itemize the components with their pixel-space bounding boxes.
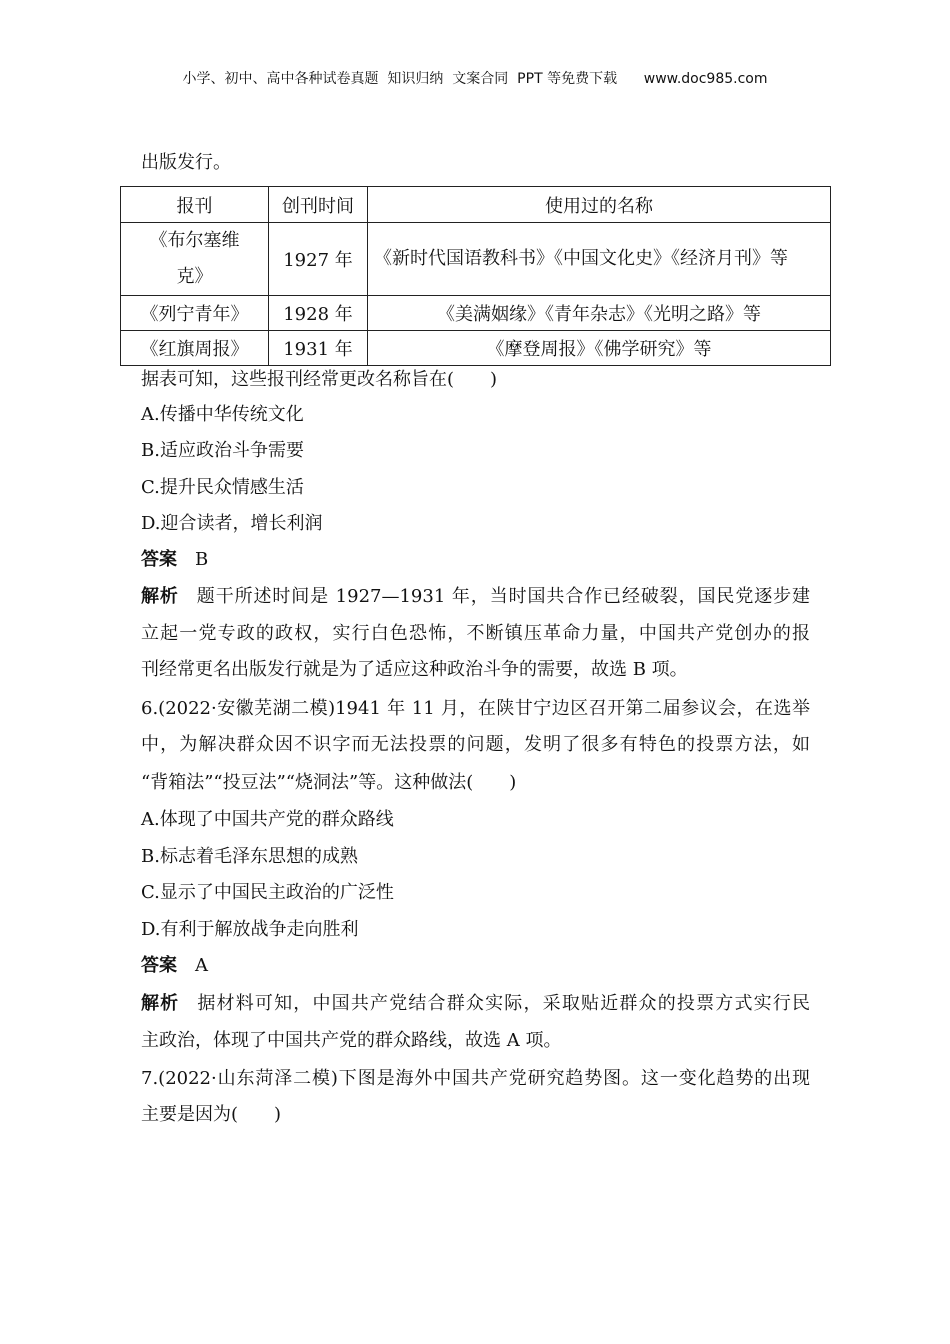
question-6-analysis-line [141, 992, 810, 1016]
question-6-stem-line: “背箱法”“投豆法”“烧洞法”等。这种做法( ) [141, 772, 517, 793]
previous-text-tail: 出版发行。 [141, 152, 231, 173]
question-6-option-c: C.显示了中国民主政治的广泛性 [141, 882, 394, 903]
answer-value: B [195, 549, 209, 570]
table-cell: 《新时代国语教科书》《中国文化史》《经济月刊》等 [368, 223, 831, 296]
question-7-stem-line: 7.(2022·山东菏泽二模)下图是海外中国共产党研究趋势图。这一变化趋势的出现 [141, 1068, 810, 1089]
analysis-text: 据材料可知，中国共产党结合群众实际，采取贴近群众的投票方式实行民 [197, 993, 811, 1014]
table-header: 报刊 [121, 187, 269, 223]
question-5-analysis-line [141, 585, 810, 609]
question-6-stem-line: 中，为解决群众因不识字而无法投票的问题，发明了很多有特色的投票方法，如 [141, 734, 810, 755]
table-cell: 《红旗周报》 [121, 331, 269, 366]
table-cell: 《美满姻缘》《青年杂志》《光明之路》等 [368, 296, 831, 331]
question-5-option-a: A.传播中华传统文化 [141, 404, 304, 425]
table-row [121, 331, 831, 366]
question-5-option-b: B.适应政治斗争需要 [141, 440, 304, 461]
question-6-option-b: B.标志着毛泽东思想的成熟 [141, 846, 358, 867]
page-header-banner: 小学、初中、高中各种试卷真题 知识归纳 文案合同 PPT 等免费下载 www.doc985.com [182, 71, 768, 87]
question-6-option-a: A.体现了中国共产党的群众路线 [141, 809, 394, 830]
question-6-option-d: D.有利于解放战争走向胜利 [141, 919, 359, 940]
newspaper-table [120, 186, 831, 366]
answer-value: A [195, 955, 208, 976]
table-header: 使用过的名称 [368, 187, 831, 223]
question-5-option-c: C.提升民众情感生活 [141, 477, 304, 498]
answer-label: 答案 [141, 549, 177, 570]
question-5-answer [141, 548, 810, 572]
question-6-stem-line: 6.(2022·安徽芜湖二模)1941 年 11 月，在陕甘宁边区召开第二届参议会，在选举 [141, 698, 810, 719]
table-cell: 《摩登周报》《佛学研究》等 [368, 331, 831, 366]
question-7-stem-line: 主要是因为( ) [141, 1104, 282, 1125]
answer-label: 答案 [141, 955, 177, 976]
table-cell: 1931 年 [269, 331, 368, 366]
analysis-label: 解析 [141, 993, 180, 1014]
table-header-row [121, 187, 831, 223]
table-header: 创刊时间 [269, 187, 368, 223]
question-6-analysis-line: 主政治，体现了中国共产党的群众路线，故选 A 项。 [141, 1030, 562, 1051]
question-5-stem: 据表可知，这些报刊经常更改名称旨在( ) [141, 369, 498, 390]
table-cell: 《布尔塞维克》 [121, 223, 269, 296]
analysis-label: 解析 [141, 586, 179, 607]
table-row [121, 296, 831, 331]
question-6-answer [141, 954, 810, 978]
table-cell: 1927 年 [269, 223, 368, 296]
table-cell: 《列宁青年》 [121, 296, 269, 331]
question-5-analysis-line: 立起一党专政的政权，实行白色恐怖，不断镇压革命力量，中国共产党创办的报 [141, 623, 810, 644]
table-row [121, 223, 831, 296]
table-cell: 1928 年 [269, 296, 368, 331]
question-5-option-d: D.迎合读者，增长利润 [141, 513, 323, 534]
analysis-text: 题干所述时间是 1927—1931 年，当时国共合作已经破裂，国民党逐步建 [196, 586, 811, 607]
question-5-analysis-line: 刊经常更名出版发行就是为了适应这种政治斗争的需要，故选 B 项。 [141, 659, 688, 680]
